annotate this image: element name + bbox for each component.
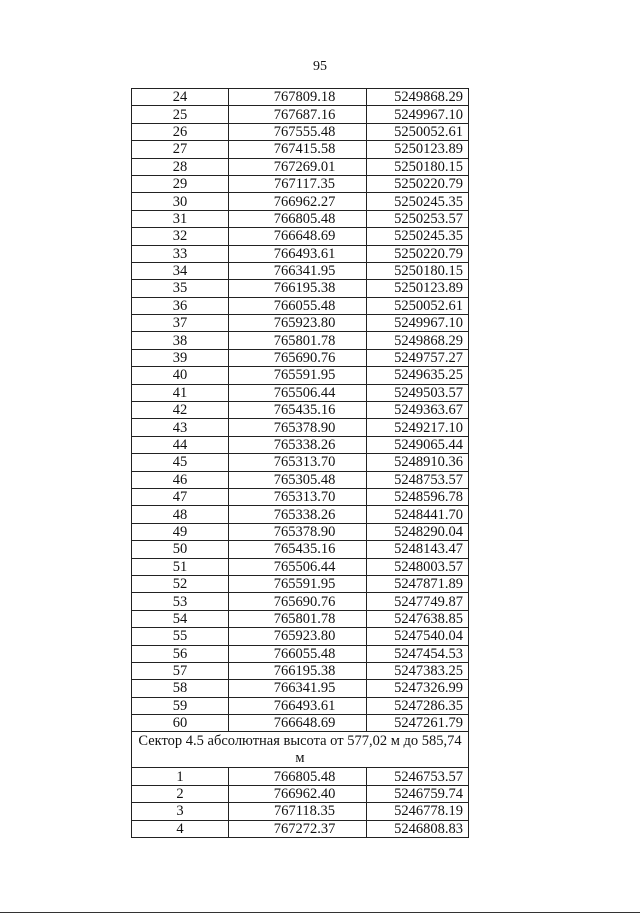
table-row xyxy=(132,715,469,732)
y-coordinate-cell: 5248290.04 xyxy=(367,523,469,540)
y-coordinate-cell: 5249967.10 xyxy=(367,315,469,332)
y-coordinate-cell: 5249635.25 xyxy=(367,367,469,384)
y-coordinate-cell: 5249217.10 xyxy=(367,419,469,436)
x-coordinate-cell: 765338.26 xyxy=(229,506,367,523)
table-row xyxy=(132,106,469,123)
table-row xyxy=(132,315,469,332)
point-number-cell: 35 xyxy=(132,280,229,297)
y-coordinate-cell: 5247749.87 xyxy=(367,593,469,610)
x-coordinate-cell: 766195.38 xyxy=(229,280,367,297)
x-coordinate-cell: 766648.69 xyxy=(229,715,367,732)
table-row xyxy=(132,471,469,488)
section-heading: Сектор 4.5 абсолютная высота от 577,02 м до 585,74 м xyxy=(132,732,469,768)
point-number-cell: 24 xyxy=(132,89,229,106)
y-coordinate-cell: 5250180.15 xyxy=(367,262,469,279)
point-number-cell: 50 xyxy=(132,541,229,558)
table-row xyxy=(132,297,469,314)
point-number-cell: 51 xyxy=(132,558,229,575)
point-number-cell: 38 xyxy=(132,332,229,349)
x-coordinate-cell: 765305.48 xyxy=(229,471,367,488)
x-coordinate-cell: 766055.48 xyxy=(229,297,367,314)
x-coordinate-cell: 765313.70 xyxy=(229,454,367,471)
point-number-cell: 57 xyxy=(132,662,229,679)
table-row xyxy=(132,628,469,645)
x-coordinate-cell: 767809.18 xyxy=(229,89,367,106)
table-row xyxy=(132,697,469,714)
x-coordinate-cell: 766341.95 xyxy=(229,262,367,279)
point-number-cell: 26 xyxy=(132,123,229,140)
x-coordinate-cell: 766493.61 xyxy=(229,697,367,714)
table-row xyxy=(132,262,469,279)
table-row xyxy=(132,245,469,262)
table-row xyxy=(132,506,469,523)
y-coordinate-cell: 5250253.57 xyxy=(367,210,469,227)
y-coordinate-cell: 5249363.67 xyxy=(367,402,469,419)
point-number-cell: 27 xyxy=(132,141,229,158)
table-row xyxy=(132,488,469,505)
x-coordinate-cell: 767555.48 xyxy=(229,123,367,140)
x-coordinate-cell: 767415.58 xyxy=(229,141,367,158)
x-coordinate-cell: 765923.80 xyxy=(229,315,367,332)
table-row xyxy=(132,662,469,679)
table-row xyxy=(132,280,469,297)
table-row xyxy=(132,610,469,627)
page-bottom-rule xyxy=(0,912,640,913)
point-number-cell: 31 xyxy=(132,210,229,227)
x-coordinate-cell: 765378.90 xyxy=(229,523,367,540)
y-coordinate-cell: 5248596.78 xyxy=(367,488,469,505)
x-coordinate-cell: 765591.95 xyxy=(229,575,367,592)
table-row xyxy=(132,558,469,575)
x-coordinate-cell: 766055.48 xyxy=(229,645,367,662)
point-number-cell: 28 xyxy=(132,158,229,175)
y-coordinate-cell: 5246759.74 xyxy=(367,785,469,802)
x-coordinate-cell: 765801.78 xyxy=(229,332,367,349)
point-number-cell: 25 xyxy=(132,106,229,123)
x-coordinate-cell: 766648.69 xyxy=(229,228,367,245)
x-coordinate-cell: 766341.95 xyxy=(229,680,367,697)
table-row xyxy=(132,193,469,210)
x-coordinate-cell: 765313.70 xyxy=(229,488,367,505)
y-coordinate-cell: 5250245.35 xyxy=(367,228,469,245)
y-coordinate-cell: 5249967.10 xyxy=(367,106,469,123)
y-coordinate-cell: 5249065.44 xyxy=(367,436,469,453)
point-number-cell: 53 xyxy=(132,593,229,610)
coordinates-table xyxy=(131,88,469,838)
x-coordinate-cell: 765338.26 xyxy=(229,436,367,453)
y-coordinate-cell: 5246778.19 xyxy=(367,803,469,820)
table-row xyxy=(132,523,469,540)
point-number-cell: 47 xyxy=(132,488,229,505)
y-coordinate-cell: 5247638.85 xyxy=(367,610,469,627)
table-row xyxy=(132,436,469,453)
point-number-cell: 37 xyxy=(132,315,229,332)
x-coordinate-cell: 765923.80 xyxy=(229,628,367,645)
point-number-cell: 58 xyxy=(132,680,229,697)
y-coordinate-cell: 5247326.99 xyxy=(367,680,469,697)
x-coordinate-cell: 766195.38 xyxy=(229,662,367,679)
x-coordinate-cell: 766493.61 xyxy=(229,245,367,262)
x-coordinate-cell: 766962.40 xyxy=(229,785,367,802)
y-coordinate-cell: 5250123.89 xyxy=(367,280,469,297)
x-coordinate-cell: 765591.95 xyxy=(229,367,367,384)
y-coordinate-cell: 5249868.29 xyxy=(367,332,469,349)
x-coordinate-cell: 767687.16 xyxy=(229,106,367,123)
table-row xyxy=(132,645,469,662)
y-coordinate-cell: 5248441.70 xyxy=(367,506,469,523)
table-row xyxy=(132,158,469,175)
y-coordinate-cell: 5247383.25 xyxy=(367,662,469,679)
x-coordinate-cell: 767117.35 xyxy=(229,175,367,192)
point-number-cell: 46 xyxy=(132,471,229,488)
x-coordinate-cell: 767269.01 xyxy=(229,158,367,175)
y-coordinate-cell: 5247454.53 xyxy=(367,645,469,662)
x-coordinate-cell: 767118.35 xyxy=(229,803,367,820)
y-coordinate-cell: 5249868.29 xyxy=(367,89,469,106)
point-number-cell: 54 xyxy=(132,610,229,627)
y-coordinate-cell: 5249757.27 xyxy=(367,349,469,366)
point-number-cell: 56 xyxy=(132,645,229,662)
point-number-cell: 59 xyxy=(132,697,229,714)
y-coordinate-cell: 5250180.15 xyxy=(367,158,469,175)
x-coordinate-cell: 765435.16 xyxy=(229,402,367,419)
table-row xyxy=(132,593,469,610)
y-coordinate-cell: 5246753.57 xyxy=(367,768,469,785)
y-coordinate-cell: 5247540.04 xyxy=(367,628,469,645)
y-coordinate-cell: 5248753.57 xyxy=(367,471,469,488)
point-number-cell: 49 xyxy=(132,523,229,540)
table-row xyxy=(132,419,469,436)
point-number-cell: 44 xyxy=(132,436,229,453)
point-number-cell: 48 xyxy=(132,506,229,523)
table-row xyxy=(132,123,469,140)
x-coordinate-cell: 765690.76 xyxy=(229,593,367,610)
table-row xyxy=(132,332,469,349)
point-number-cell: 1 xyxy=(132,768,229,785)
y-coordinate-cell: 5250245.35 xyxy=(367,193,469,210)
point-number-cell: 39 xyxy=(132,349,229,366)
y-coordinate-cell: 5250052.61 xyxy=(367,123,469,140)
x-coordinate-cell: 766805.48 xyxy=(229,210,367,227)
y-coordinate-cell: 5248910.36 xyxy=(367,454,469,471)
table-row xyxy=(132,785,469,802)
y-coordinate-cell: 5247286.35 xyxy=(367,697,469,714)
point-number-cell: 55 xyxy=(132,628,229,645)
table-row xyxy=(132,367,469,384)
table-row xyxy=(132,820,469,837)
x-coordinate-cell: 766805.48 xyxy=(229,768,367,785)
point-number-cell: 45 xyxy=(132,454,229,471)
point-number-cell: 34 xyxy=(132,262,229,279)
point-number-cell: 32 xyxy=(132,228,229,245)
x-coordinate-cell: 765506.44 xyxy=(229,384,367,401)
y-coordinate-cell: 5250220.79 xyxy=(367,175,469,192)
y-coordinate-cell: 5250220.79 xyxy=(367,245,469,262)
table-row xyxy=(132,454,469,471)
page-number: 95 xyxy=(313,59,327,74)
point-number-cell: 36 xyxy=(132,297,229,314)
x-coordinate-cell: 765378.90 xyxy=(229,419,367,436)
y-coordinate-cell: 5249503.57 xyxy=(367,384,469,401)
y-coordinate-cell: 5248003.57 xyxy=(367,558,469,575)
x-coordinate-cell: 766962.27 xyxy=(229,193,367,210)
x-coordinate-cell: 765506.44 xyxy=(229,558,367,575)
table-row xyxy=(132,575,469,592)
y-coordinate-cell: 5247261.79 xyxy=(367,715,469,732)
table-row xyxy=(132,349,469,366)
point-number-cell: 30 xyxy=(132,193,229,210)
point-number-cell: 40 xyxy=(132,367,229,384)
x-coordinate-cell: 765690.76 xyxy=(229,349,367,366)
x-coordinate-cell: 767272.37 xyxy=(229,820,367,837)
y-coordinate-cell: 5246808.83 xyxy=(367,820,469,837)
table-row xyxy=(132,141,469,158)
point-number-cell: 33 xyxy=(132,245,229,262)
section-heading-row xyxy=(132,732,469,768)
y-coordinate-cell: 5248143.47 xyxy=(367,541,469,558)
y-coordinate-cell: 5247871.89 xyxy=(367,575,469,592)
point-number-cell: 3 xyxy=(132,803,229,820)
y-coordinate-cell: 5250123.89 xyxy=(367,141,469,158)
x-coordinate-cell: 765435.16 xyxy=(229,541,367,558)
point-number-cell: 60 xyxy=(132,715,229,732)
table-row xyxy=(132,541,469,558)
point-number-cell: 43 xyxy=(132,419,229,436)
point-number-cell: 29 xyxy=(132,175,229,192)
table-row xyxy=(132,175,469,192)
table-row xyxy=(132,402,469,419)
y-coordinate-cell: 5250052.61 xyxy=(367,297,469,314)
table-row xyxy=(132,228,469,245)
point-number-cell: 42 xyxy=(132,402,229,419)
table-row xyxy=(132,803,469,820)
x-coordinate-cell: 765801.78 xyxy=(229,610,367,627)
table-row xyxy=(132,384,469,401)
point-number-cell: 41 xyxy=(132,384,229,401)
table-row xyxy=(132,89,469,106)
table-row xyxy=(132,210,469,227)
table-row xyxy=(132,768,469,785)
point-number-cell: 2 xyxy=(132,785,229,802)
point-number-cell: 4 xyxy=(132,820,229,837)
table-row xyxy=(132,680,469,697)
point-number-cell: 52 xyxy=(132,575,229,592)
